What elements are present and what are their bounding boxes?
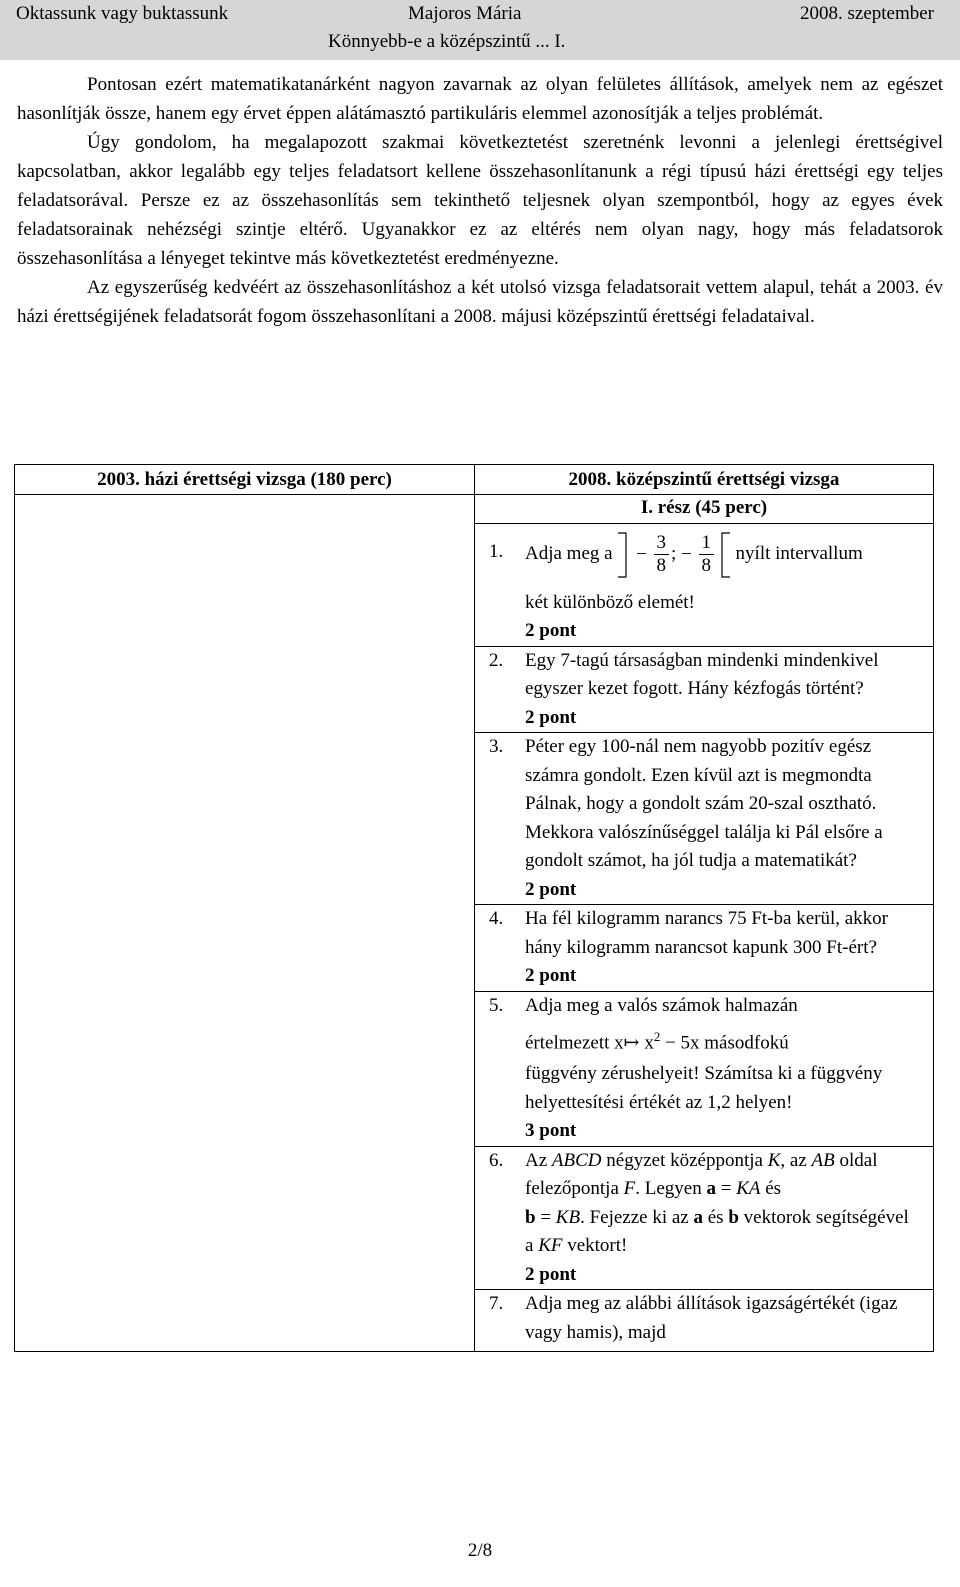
fraction-1: $\frac{3}{8}$ [654,532,670,577]
q1-separator: ; [671,543,677,564]
question-number: 6. [489,1149,504,1171]
question-3 [475,733,934,905]
intro-paragraph-3: Az egyszerűség kedvéért az összehasonlításhoz a két utolsó vizsga feladatsorait vettem alapul, tehát a 2003. év házi érettségijének feladatsorát fogom összehasonlítani a 2008. májusi középszintű érettségi feladataival. [17,277,943,327]
intro-paragraph-2: Úgy gondolom, ha megalapozott szakmai következtetést szeretnénk levonni a jelenlegi érettségivel kapcsolatban, akkor legalább egy teljes feladatsort kellene összehasonlítanunk a régi típusú házi érettségi egy teljes feladatsorával. Persze ez az összehasonlítás sem tekinthető teljesnek olyan szempontból, hogy az egyes évek feladatsorainak nehézségi szintje eltérő. Ugyanakkor ez az eltérés nem olyan nagy, hogy más feladatsorok összehasonlítása a lényeget tekintve más következtetést eredményezne. [17,132,943,269]
question-5 [475,991,934,1146]
q1-pre: Adja meg a [525,543,613,564]
question-1-line1: Adja meg a − $\frac{3}{8}$ ; − $\frac{1}{8}$ nyílt intervallum [525,528,911,581]
question-1 [475,524,934,647]
column-header-2003: 2003. házi érettségi vizsga (180 perc) [15,465,475,495]
header-date: 2008. szeptember [800,3,935,24]
intro-text [17,70,943,331]
q5-rest: függvény zérushelyeit! Számítsa ki a függvény helyettesítési értékét az 1,2 helyen! [525,1063,883,1113]
header-subtitle: Könnyebb-e a középszintű ... I. [328,31,566,52]
column-header-2008: 2008. középszintű érettségi vizsga [475,465,934,495]
question-6 [475,1146,934,1290]
points-label: 2 pont [525,1263,577,1285]
question-number: 5. [489,994,504,1016]
section-header [475,495,934,524]
page-number: 2/8 [467,1540,493,1561]
header-author: Majoros Mária [408,3,522,24]
points-label: 2 pont [525,878,577,900]
points-label: 2 pont [525,620,577,642]
question-4 [475,905,934,992]
q7-text: Adja meg az alábbi állítások igazságértékét (igaz vagy hamis), majd [525,1293,898,1343]
left-bracket-icon [721,531,731,579]
header-title: Oktassunk vagy buktassunk [16,3,229,24]
question-number: 1. [489,541,504,562]
q3-text: Péter egy 100-nál nem nagyobb pozitív egész számra gondolt. Ezen kívül azt is megmondta Pálnak, hogy a gondolt szám 20-szal osztható. [525,736,877,815]
question-number: 7. [489,1293,504,1315]
q1-line2: két különböző elemét! [525,591,695,613]
points-label: 3 pont [525,1120,577,1142]
question-number: 2. [489,649,504,671]
q4-text: Ha fél kilogramm narancs 75 Ft-ba kerül, akkor hány kilogramm narancsot kapunk 300 Ft-ért? [525,908,888,958]
points-label: 2 pont [525,965,577,987]
q2-text: Egy 7-tagú társaságban mindenki mindenkivel egyszer kezet fogott. Hány kézfogás történt? [525,649,879,700]
question-number: 3. [489,736,504,758]
question-number: 4. [489,908,504,930]
question-2 [475,646,934,733]
right-bracket-icon [617,531,627,579]
q5-line1: Adja meg a valós számok halmazán [525,994,798,1016]
q1-post: nyílt intervallum [735,543,863,564]
intro-paragraph-1: Pontosan ezért matematikatanárként nagyon zavarnak az olyan felületes állítások, amelyek nem az egészet hasonlítják össze, hanem egy érvet éppen alátámasztó partikuláris elemmel azonosítják a teljes problémát. [17,74,943,124]
question-7 [475,1290,934,1352]
comparison-table [14,464,934,1352]
left-column-empty [15,495,475,1352]
q6-text: Az ABCD négyzet középpontja K, az AB oldal felezőpontja F. Legyen a = KA és b = KB. Fejezze ki az a és b vektorok segítségével a KF vektort! [525,1149,909,1257]
page-header [0,0,960,60]
section-label: I. rész (45 perc) [640,497,768,518]
fraction-2: $\frac{1}{8}$ [699,532,715,577]
q5-line2: értelmezett x↦ $x^2 - 5x$ másodfokú [525,1029,789,1054]
q3-text2: Mekkora valószínűséggel találja ki Pál elsőre a gondolt számot, ha jól tudja a matematikát? [525,821,883,872]
points-label: 2 pont [525,706,577,728]
